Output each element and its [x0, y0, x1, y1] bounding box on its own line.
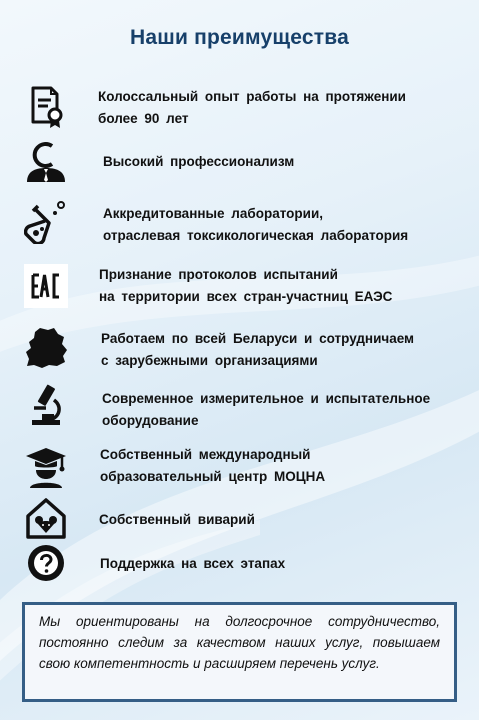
- specialist-icon: [24, 140, 68, 184]
- belarus-map-icon: [24, 326, 68, 370]
- microscope-icon: [24, 384, 68, 428]
- summary-text: Мы ориентированы на долгосрочное сотрудничество, постоянно следим за качеством наших услуг, повышаем свою компетентность и расширяем перечень услуг.: [39, 614, 440, 671]
- vivarium-icon: [24, 496, 68, 540]
- certificate-icon: [24, 85, 68, 129]
- eac-mark-icon: [24, 264, 68, 308]
- graduation-cap-icon: [24, 444, 68, 488]
- question-support-icon: [24, 543, 68, 587]
- page-title: Наши преимущества: [130, 26, 349, 49]
- laboratory-flask-icon: [24, 200, 68, 244]
- summary-box: [22, 602, 457, 702]
